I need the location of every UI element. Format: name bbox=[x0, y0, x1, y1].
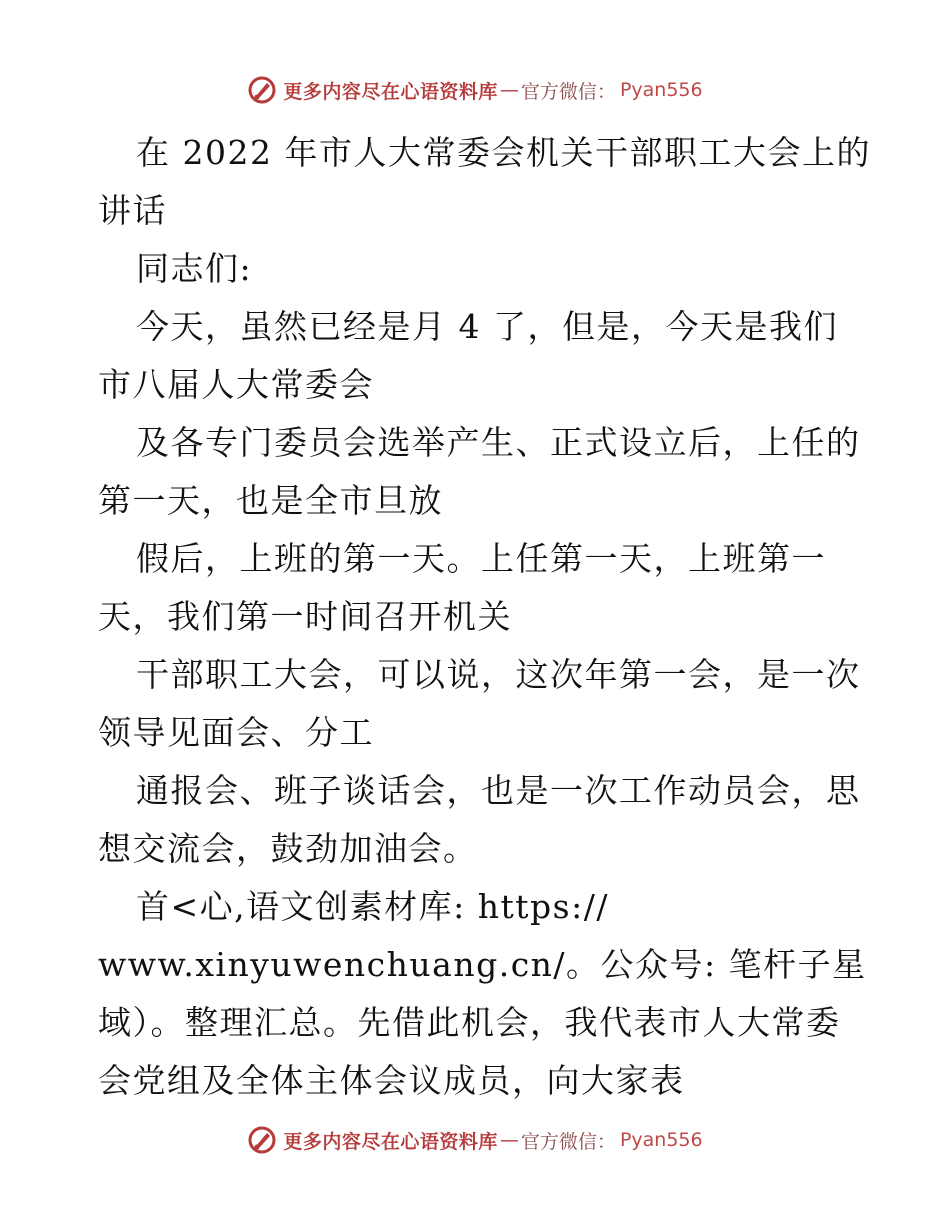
body-line: 干部职工大会，可以说，这次年第一会，是一次 bbox=[136, 655, 861, 694]
banner-wechat-id: Pyan556 bbox=[619, 1129, 703, 1151]
banner-brand-text: 更多内容尽在心语资料库 bbox=[283, 80, 498, 103]
body-line: 首<心,语文创素材库: https:// bbox=[136, 887, 609, 926]
body-line: 市八届人大常委会 bbox=[98, 365, 374, 404]
banner-wechat-label: 官方微信： bbox=[520, 80, 616, 103]
body-line: www.xinyuwenchuang.cn/。公众号: 笔杆子星 bbox=[98, 945, 867, 984]
body-line: 天，我们第一时间召开机关 bbox=[98, 597, 512, 636]
banner-brand-text: 更多内容尽在心语资料库 bbox=[283, 1130, 498, 1153]
document-title-line-2: 讲话 bbox=[98, 191, 167, 230]
ink-brush-logo-icon bbox=[247, 75, 277, 105]
banner-dash: — bbox=[499, 79, 519, 101]
salutation: 同志们: bbox=[136, 249, 253, 288]
body-line: 假后，上班的第一天。上任第一天，上班第一 bbox=[136, 539, 826, 578]
document-title-line-1: 在 2022 年市人大常委会机关干部职工大会上的 bbox=[136, 133, 871, 172]
banner-wechat-id: Pyan556 bbox=[619, 79, 703, 101]
banner-wechat-label: 官方微信： bbox=[520, 1130, 616, 1153]
body-line: 今天，虽然已经是月 4 了，但是，今天是我们 bbox=[136, 307, 838, 346]
body-line: 及各专门委员会选举产生、正式设立后，上任的 bbox=[136, 423, 861, 462]
body-line: 想交流会，鼓劲加油会。 bbox=[98, 829, 478, 868]
ink-brush-logo-icon bbox=[247, 1125, 277, 1155]
document-body bbox=[98, 124, 871, 1110]
body-line: 会党组及全体主体会议成员，向大家表 bbox=[98, 1061, 685, 1100]
body-line: 域）。整理汇总。先借此机会，我代表市人大常委 bbox=[98, 1003, 841, 1042]
body-line: 通报会、班子谈话会，也是一次工作动员会，思 bbox=[136, 771, 861, 810]
header-watermark-banner bbox=[0, 72, 950, 108]
body-line: 第一天，也是全市旦放 bbox=[98, 481, 443, 520]
body-line: 领导见面会、分工 bbox=[98, 713, 374, 752]
banner-dash: — bbox=[499, 1129, 519, 1151]
footer-watermark-banner bbox=[0, 1122, 950, 1158]
